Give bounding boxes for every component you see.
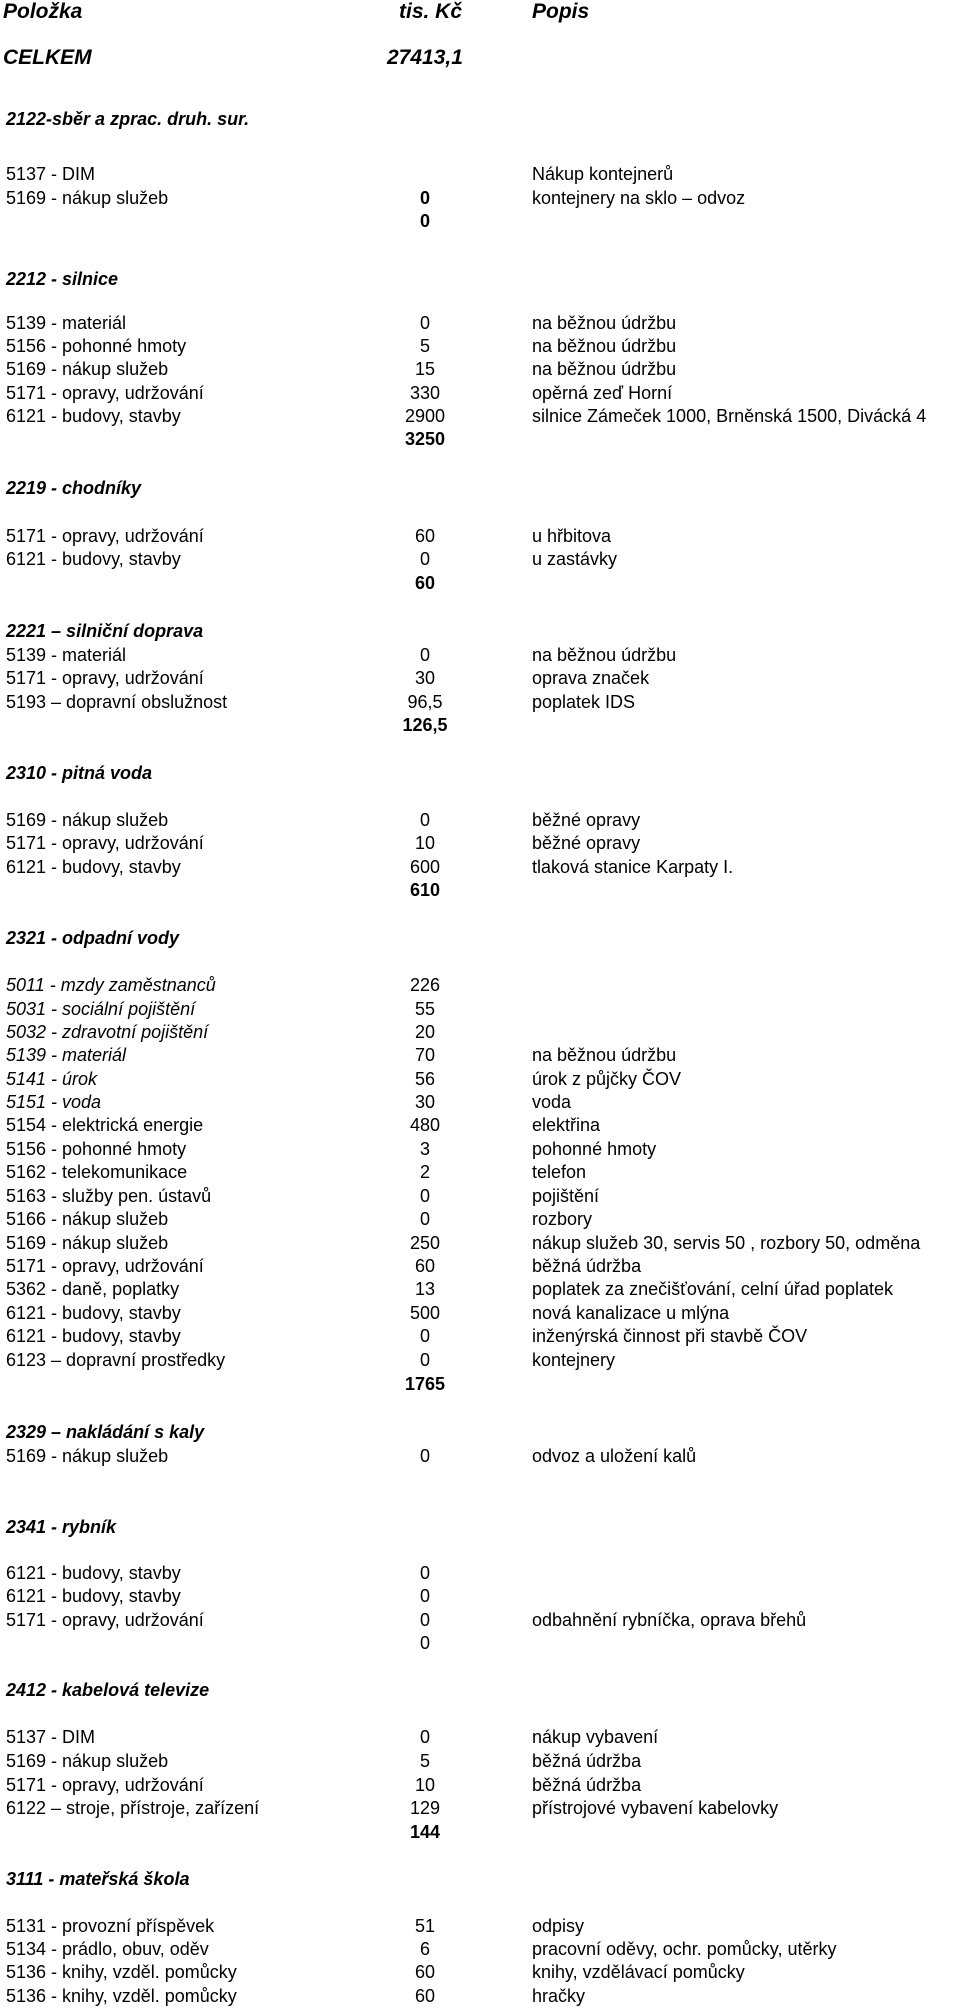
row-description: na běžnou údržbu — [532, 645, 677, 665]
row-item: 5156 - pohonné hmoty — [6, 1139, 187, 1159]
table-row — [0, 1798, 960, 1821]
section-total: 0 — [419, 211, 430, 231]
table-row — [0, 1162, 960, 1185]
section-title: 2321 - odpadní vody — [6, 928, 180, 948]
grand-total-row — [0, 46, 960, 76]
row-description: opěrná zeď Horní — [532, 383, 673, 403]
grand-total-label: CELKEM — [3, 46, 92, 69]
table-row — [0, 1350, 960, 1373]
table-row — [0, 1751, 960, 1774]
table-row — [0, 1022, 960, 1045]
row-description: nová kanalizace u mlýna — [532, 1303, 730, 1323]
table-row — [0, 810, 960, 833]
row-item: 5193 – dopravní obslužnost — [6, 692, 228, 712]
row-description: běžné opravy — [532, 810, 641, 830]
row-description: u zastávky — [532, 549, 618, 569]
row-description: u hřbitova — [532, 526, 612, 546]
row-item: 5032 - zdravotní pojištění — [6, 1022, 209, 1042]
row-value: 5 — [419, 336, 430, 356]
row-value: 0 — [419, 1350, 430, 1370]
row-item: 5137 - DIM — [6, 1727, 96, 1747]
row-description: inženýrská činnost při stavbě ČOV — [532, 1326, 808, 1346]
row-item: 5137 - DIM — [6, 164, 96, 184]
row-description: knihy, vzdělávací pomůcky — [532, 1962, 745, 1982]
row-description: kontejnery — [532, 1350, 616, 1370]
row-description: úrok z půjčky ČOV — [532, 1069, 682, 1089]
table-row — [0, 1069, 960, 1092]
row-value: 20 — [414, 1022, 436, 1042]
row-item: 5141 - úrok — [6, 1069, 98, 1089]
table-row — [0, 383, 960, 406]
row-description: běžné opravy — [532, 833, 641, 853]
row-value: 2 — [419, 1162, 430, 1182]
table-row — [0, 1586, 960, 1609]
row-value: 30 — [414, 668, 436, 688]
row-item: 5171 - opravy, udržování — [6, 383, 204, 403]
table-row — [0, 164, 960, 187]
row-description: silnice Zámeček 1000, Brněnská 1500, Divácká 4 — [532, 406, 927, 426]
table-row — [0, 857, 960, 880]
row-value: 0 — [419, 810, 430, 830]
row-value: 0 — [419, 188, 430, 208]
table-row — [0, 359, 960, 382]
row-value: 0 — [419, 1586, 430, 1606]
table-row — [0, 406, 960, 429]
row-description: voda — [532, 1092, 572, 1112]
row-value: 15 — [414, 359, 436, 379]
section-title: 2310 - pitná voda — [6, 763, 153, 783]
row-description: hračky — [532, 1986, 586, 2006]
table-row — [0, 1326, 960, 1349]
row-item: 5139 - materiál — [6, 313, 127, 333]
row-value: 2900 — [404, 406, 446, 426]
row-value: 0 — [419, 549, 430, 569]
section-title: 3111 - mateřská škola — [6, 1869, 190, 1889]
row-item: 5171 - opravy, udržování — [6, 1256, 204, 1276]
header-amount: tis. Kč — [399, 0, 463, 23]
row-item: 5131 - provozní příspěvek — [6, 1916, 215, 1936]
table-row — [0, 549, 960, 572]
table-row — [0, 1279, 960, 1302]
row-item: 5163 - služby pen. ústavů — [6, 1186, 212, 1206]
row-description: běžná údržba — [532, 1775, 642, 1795]
row-item: 6121 - budovy, stavby — [6, 406, 181, 426]
table-row — [0, 1446, 960, 1469]
section-title: 2221 – silniční doprava — [6, 621, 204, 641]
table-row — [0, 1256, 960, 1279]
row-description: nákup vybavení — [532, 1727, 659, 1747]
row-description: pohonné hmoty — [532, 1139, 657, 1159]
row-description: běžná údržba — [532, 1751, 642, 1771]
table-row — [0, 1962, 960, 1985]
row-item: 5171 - opravy, udržování — [6, 1610, 204, 1630]
table-row — [0, 1727, 960, 1750]
section-total: 1765 — [404, 1374, 446, 1394]
section-total: 3250 — [404, 429, 446, 449]
table-row — [0, 1233, 960, 1256]
header-item: Položka — [3, 0, 83, 23]
row-description: nákup služeb 30, servis 50 , rozbory 50, odměna — [532, 1233, 921, 1253]
row-item: 5169 - nákup služeb — [6, 188, 169, 208]
table-row — [0, 1939, 960, 1962]
row-description: pracovní oděvy, ochr. pomůcky, utěrky — [532, 1939, 837, 1959]
table-row — [0, 1209, 960, 1232]
row-item: 5171 - opravy, udržování — [6, 833, 204, 853]
row-description: poplatek IDS — [532, 692, 636, 712]
row-value: 0 — [419, 645, 430, 665]
table-row — [0, 833, 960, 856]
row-item: 6122 – stroje, přístroje, zařízení — [6, 1798, 260, 1818]
section-title: 2122-sběr a zprac. druh. sur. — [6, 109, 250, 129]
row-value: 10 — [414, 1775, 436, 1795]
row-item: 5154 - elektrická energie — [6, 1115, 204, 1135]
row-item: 5156 - pohonné hmoty — [6, 336, 187, 356]
row-description: Nákup kontejnerů — [532, 164, 674, 184]
row-item: 5134 - prádlo, obuv, oděv — [6, 1939, 209, 1959]
row-description: běžná údržba — [532, 1256, 642, 1276]
row-item: 6121 - budovy, stavby — [6, 1586, 181, 1606]
table-header — [0, 0, 960, 30]
row-item: 5139 - materiál — [6, 645, 127, 665]
grand-total-value: 27413,1 — [387, 46, 463, 69]
row-value: 55 — [414, 999, 436, 1019]
row-description: přístrojové vybavení kabelovky — [532, 1798, 779, 1818]
row-item: 5169 - nákup služeb — [6, 1446, 169, 1466]
row-description: tlaková stanice Karpaty I. — [532, 857, 734, 877]
row-item: 5031 - sociální pojištění — [6, 999, 196, 1019]
section-total: 610 — [409, 880, 441, 900]
section-title: 2329 – nakládání s kaly — [6, 1422, 205, 1442]
row-description: poplatek za znečišťování, celní úřad poplatek — [532, 1279, 893, 1299]
row-value: 480 — [409, 1115, 441, 1135]
row-description: rozbory — [532, 1209, 593, 1229]
row-item: 6121 - budovy, stavby — [6, 857, 181, 877]
row-item: 5011 - mzdy zaměstnanců — [6, 975, 216, 995]
row-item: 5362 - daně, poplatky — [6, 1279, 180, 1299]
table-row — [0, 692, 960, 715]
table-row — [0, 1139, 960, 1162]
row-value: 0 — [419, 1326, 430, 1346]
row-value: 51 — [414, 1916, 436, 1936]
header-desc: Popis — [532, 0, 590, 23]
row-description: odpisy — [532, 1916, 585, 1936]
table-row — [0, 336, 960, 359]
row-description: odvoz a uložení kalů — [532, 1446, 697, 1466]
row-value: 30 — [414, 1092, 436, 1112]
row-item: 5169 - nákup služeb — [6, 810, 169, 830]
row-item: 5136 - knihy, vzděl. pomůcky — [6, 1986, 237, 2006]
row-item: 5162 - telekomunikace — [6, 1162, 188, 1182]
row-description: oprava značek — [532, 668, 650, 688]
table-row — [0, 975, 960, 998]
row-item: 5171 - opravy, udržování — [6, 1775, 204, 1795]
row-value: 0 — [419, 313, 430, 333]
table-row — [0, 1303, 960, 1326]
section-total: 126,5 — [402, 715, 448, 735]
row-value: 600 — [409, 857, 441, 877]
row-value: 3 — [419, 1139, 430, 1159]
table-row — [0, 999, 960, 1022]
row-value: 0 — [419, 1186, 430, 1206]
table-row — [0, 188, 960, 211]
row-value: 10 — [414, 833, 436, 853]
section-title: 2412 - kabelová televize — [6, 1680, 210, 1700]
row-item: 5166 - nákup služeb — [6, 1209, 169, 1229]
section-total: 0 — [419, 1633, 430, 1653]
row-value: 330 — [409, 383, 441, 403]
row-value: 129 — [409, 1798, 441, 1818]
table-row — [0, 313, 960, 336]
row-value: 0 — [419, 1209, 430, 1229]
section-total: 144 — [409, 1822, 441, 1842]
section-title: 2212 - silnice — [6, 269, 119, 289]
row-item: 5139 - materiál — [6, 1045, 127, 1065]
row-item: 5169 - nákup služeb — [6, 1751, 169, 1771]
row-description: na běžnou údržbu — [532, 359, 677, 379]
row-description: telefon — [532, 1162, 587, 1182]
section-title: 2219 - chodníky — [6, 478, 142, 498]
row-value: 0 — [419, 1563, 430, 1583]
row-item: 5151 - voda — [6, 1092, 102, 1112]
row-item: 5169 - nákup služeb — [6, 359, 169, 379]
row-description: elektřina — [532, 1115, 601, 1135]
row-item: 6121 - budovy, stavby — [6, 1563, 181, 1583]
row-value: 0 — [419, 1610, 430, 1630]
row-value: 500 — [409, 1303, 441, 1323]
section-title: 2341 - rybník — [6, 1517, 117, 1537]
row-value: 0 — [419, 1727, 430, 1747]
row-value: 6 — [419, 1939, 430, 1959]
table-row — [0, 645, 960, 668]
row-value: 70 — [414, 1045, 436, 1065]
row-value: 5 — [419, 1751, 430, 1771]
row-description: pojištění — [532, 1186, 600, 1206]
row-item: 6121 - budovy, stavby — [6, 549, 181, 569]
table-row — [0, 1186, 960, 1209]
table-row — [0, 1563, 960, 1586]
table-row — [0, 1115, 960, 1138]
row-value: 0 — [419, 1446, 430, 1466]
table-row — [0, 668, 960, 691]
row-description: na běžnou údržbu — [532, 336, 677, 356]
section-total: 60 — [414, 573, 436, 593]
row-value: 60 — [414, 526, 436, 546]
table-row — [0, 1045, 960, 1068]
row-item: 6123 – dopravní prostředky — [6, 1350, 226, 1370]
row-value: 60 — [414, 1256, 436, 1276]
row-description: na běžnou údržbu — [532, 313, 677, 333]
row-value: 56 — [414, 1069, 436, 1089]
row-description: odbahnění rybníčka, oprava břehů — [532, 1610, 807, 1630]
table-row — [0, 1610, 960, 1633]
row-value: 60 — [414, 1986, 436, 2006]
table-row — [0, 1775, 960, 1798]
row-item: 5136 - knihy, vzděl. pomůcky — [6, 1962, 237, 1982]
table-row — [0, 1092, 960, 1115]
row-item: 5171 - opravy, udržování — [6, 668, 204, 688]
row-value: 60 — [414, 1962, 436, 1982]
row-item: 5171 - opravy, udržování — [6, 526, 204, 546]
row-description: na běžnou údržbu — [532, 1045, 677, 1065]
table-row — [0, 1916, 960, 1939]
row-description: kontejnery na sklo – odvoz — [532, 188, 746, 208]
row-value: 250 — [409, 1233, 441, 1253]
table-row — [0, 1986, 960, 2009]
row-item: 5169 - nákup služeb — [6, 1233, 169, 1253]
row-item: 6121 - budovy, stavby — [6, 1303, 181, 1323]
row-value: 96,5 — [407, 692, 443, 712]
row-value: 13 — [414, 1279, 436, 1299]
table-row — [0, 526, 960, 549]
row-item: 6121 - budovy, stavby — [6, 1326, 181, 1346]
row-value: 226 — [409, 975, 441, 995]
